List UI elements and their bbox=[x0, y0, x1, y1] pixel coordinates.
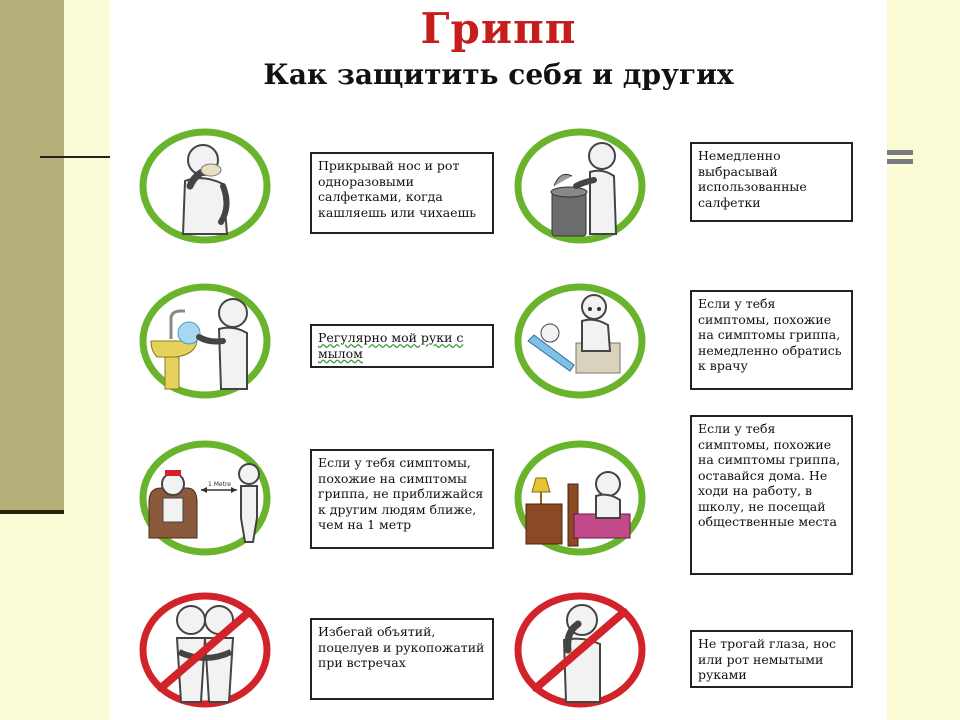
poster-subtitle: Как защитить себя и других bbox=[263, 58, 734, 91]
tip-text: Если у тебя симптомы, похожие на симптомы гриппа, немедленно обратись к врачу bbox=[698, 296, 842, 373]
tip-text-box bbox=[310, 152, 494, 234]
tip-text: Если у тебя симптомы, похожие на симптомы гриппа, не приближайся к другим людям ближе, чем на 1 метр bbox=[318, 455, 484, 532]
no-hugging-icon bbox=[135, 590, 275, 710]
olive-side-bar bbox=[0, 0, 64, 512]
keep-distance-icon bbox=[135, 438, 275, 558]
hand-washing-icon bbox=[135, 281, 275, 401]
tip-text: Прикрывай нос и рот одноразовыми салфетками, когда кашляешь или чихаешь bbox=[318, 158, 477, 220]
no-face-touching-icon bbox=[510, 590, 650, 710]
tip-text-box bbox=[690, 630, 853, 688]
cover-cough-icon bbox=[135, 126, 275, 246]
trash-bin-icon bbox=[510, 126, 650, 246]
olive-bar-underline bbox=[0, 510, 64, 514]
tip-text: Не трогай глаза, нос или рот немытыми руками bbox=[698, 636, 837, 682]
tip-text-box bbox=[690, 290, 853, 390]
stay-home-icon bbox=[510, 438, 650, 558]
doctor-visit-icon bbox=[510, 281, 650, 401]
decorative-marks bbox=[887, 150, 913, 166]
tip-text-box bbox=[310, 324, 494, 368]
tip-text: Регулярно мой руки с мылом bbox=[318, 330, 464, 361]
tip-text-box bbox=[310, 618, 494, 700]
tip-text: Немедленно выбрасывай использованные салфетки bbox=[698, 148, 807, 210]
tip-text: Если у тебя симптомы, похожие на симптомы гриппа, оставайся дома. Не ходи на работу, в школу, не посещай общественные места bbox=[698, 421, 841, 529]
tip-text-box bbox=[690, 415, 853, 575]
poster-title: Грипп bbox=[420, 4, 577, 53]
tip-text: Избегай объятий, поцелуев и рукопожатий при встречах bbox=[318, 624, 485, 670]
decorative-line bbox=[40, 156, 112, 158]
tip-text-box bbox=[690, 142, 853, 222]
distance-label: 1 Metre bbox=[208, 481, 231, 488]
tip-text-box bbox=[310, 449, 494, 549]
flu-poster bbox=[110, 0, 887, 720]
